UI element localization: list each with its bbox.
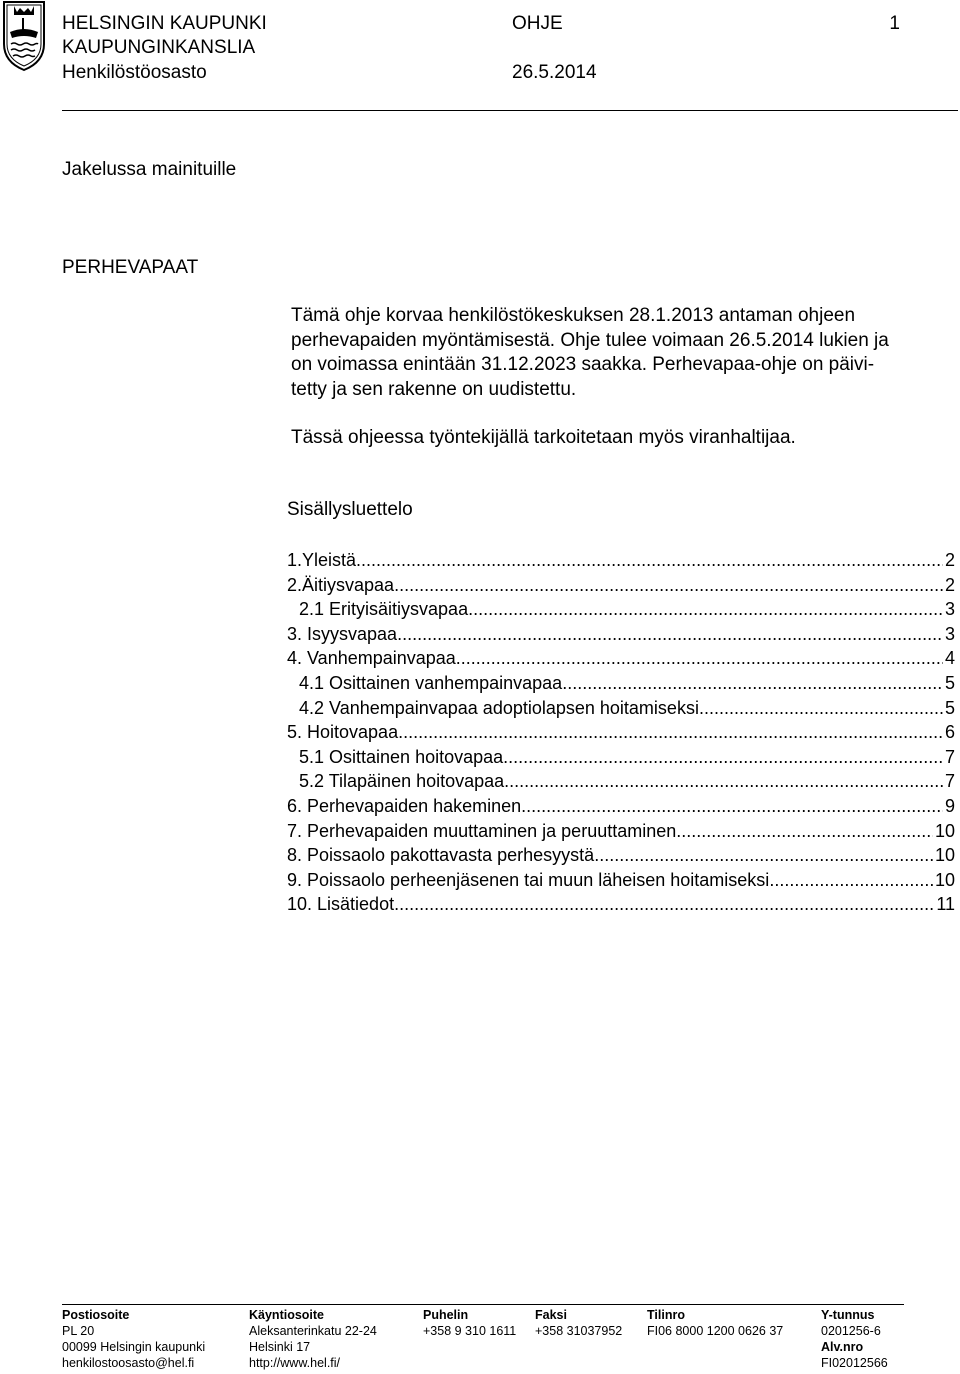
toc-item[interactable] bbox=[287, 769, 955, 794]
toc-item-label: 7. Perhevapaiden muuttaminen ja peruuttaminen bbox=[287, 820, 677, 841]
intro-line: tetty ja sen rakenne on uudistettu. bbox=[291, 378, 577, 400]
toc-item-page: 3 bbox=[944, 599, 955, 620]
footer-account bbox=[647, 1307, 783, 1339]
footer-heading: Faksi bbox=[535, 1308, 567, 1322]
toc-item[interactable] bbox=[287, 745, 955, 770]
toc-item[interactable] bbox=[287, 646, 955, 671]
toc-item[interactable] bbox=[287, 720, 955, 745]
footer-heading: Y-tunnus bbox=[821, 1308, 875, 1322]
page-number: 1 bbox=[889, 13, 900, 34]
footer-line: +358 9 310 1611 bbox=[423, 1324, 517, 1338]
toc-leader bbox=[356, 548, 943, 573]
footer-heading: Puhelin bbox=[423, 1308, 469, 1322]
footer-line: 00099 Helsingin kaupunki bbox=[62, 1340, 206, 1354]
footer-visit bbox=[249, 1307, 377, 1371]
footer-line: FI06 8000 1200 0626 37 bbox=[647, 1324, 784, 1338]
toc-item-page: 10 bbox=[934, 845, 955, 866]
toc-item-label: 5.1 Osittainen hoitovapaa bbox=[299, 746, 504, 767]
toc-leader bbox=[769, 868, 933, 893]
org-name-line1: HELSINGIN KAUPUNKI bbox=[62, 13, 267, 34]
toc-item-label: 5. Hoitovapaa bbox=[287, 722, 399, 743]
footer-heading: Käyntiosoite bbox=[249, 1308, 325, 1322]
toc-item[interactable] bbox=[287, 622, 955, 647]
footer-business-id bbox=[821, 1307, 888, 1371]
toc-item[interactable] bbox=[287, 696, 955, 721]
toc-item-label: 8. Poissaolo pakottavasta perhesyystä bbox=[287, 845, 595, 866]
toc-item-page: 11 bbox=[936, 894, 955, 915]
toc-item-label: 10. Lisätiedot bbox=[287, 894, 395, 915]
toc-item-page: 2 bbox=[944, 550, 955, 570]
toc-leader bbox=[504, 769, 943, 794]
toc-item-page: 2 bbox=[944, 574, 955, 595]
toc-item[interactable] bbox=[287, 819, 955, 844]
toc-leader bbox=[456, 646, 943, 671]
toc-leader bbox=[397, 622, 943, 647]
footer-email-link[interactable]: henkilostoosasto@hel.fi bbox=[62, 1356, 195, 1370]
toc-item[interactable] bbox=[287, 548, 955, 573]
toc-item-label: 2.1 Erityisäitiysvapaa bbox=[299, 599, 469, 620]
footer-web-link[interactable]: http://www.hel.fi/ bbox=[249, 1356, 341, 1370]
toc-item-page: 5 bbox=[944, 672, 955, 693]
org-department: Henkilöstöosasto bbox=[62, 62, 207, 83]
toc-item[interactable] bbox=[287, 671, 955, 696]
toc-item-page: 4 bbox=[944, 648, 955, 669]
footer-heading: Alv.nro bbox=[821, 1340, 864, 1354]
toc-item[interactable] bbox=[287, 843, 955, 868]
toc-leader bbox=[398, 720, 943, 745]
footer-heading: Postiosoite bbox=[62, 1308, 130, 1322]
footer-postal bbox=[62, 1307, 205, 1371]
toc-heading: Sisällysluettelo bbox=[287, 499, 413, 520]
toc-item[interactable] bbox=[287, 597, 955, 622]
toc-item-page: 3 bbox=[944, 623, 955, 644]
toc-item-label: 9. Poissaolo perheenjäsenen tai muun läheisen hoitamiseksi bbox=[287, 869, 770, 890]
toc-item-label: 5.2 Tilapäinen hoitovapaa bbox=[299, 771, 505, 792]
toc-item-page: 10 bbox=[934, 869, 955, 890]
recipient-line: Jakelussa mainituille bbox=[62, 159, 237, 180]
table-of-contents bbox=[287, 548, 955, 917]
toc-item-label: 4. Vanhempainvapaa bbox=[287, 648, 456, 669]
footer-line: PL 20 bbox=[62, 1324, 95, 1338]
helsinki-coat-of-arms-logo bbox=[0, 0, 48, 72]
intro-line: Tämä ohje korvaa henkilöstökeskuksen 28.1.2013 antaman ohjeen bbox=[291, 305, 856, 326]
toc-item-page: 10 bbox=[934, 820, 955, 841]
toc-item-page: 6 bbox=[944, 722, 955, 743]
toc-item[interactable] bbox=[287, 868, 955, 893]
header-divider bbox=[62, 110, 958, 111]
toc-leader bbox=[699, 696, 943, 721]
toc-item-label: 4.1 Osittainen vanhempainvapaa bbox=[299, 672, 563, 693]
toc-item[interactable] bbox=[287, 794, 955, 819]
footer-line: FI02012566 bbox=[821, 1356, 888, 1370]
intro-line: on voimassa enintään 31.12.2023 saakka. Perhevapaa-ohje on päivi- bbox=[291, 354, 875, 375]
toc-leader bbox=[676, 819, 933, 844]
intro-line: perhevapaiden myöntämisestä. Ohje tulee voimaan 26.5.2014 lukien ja bbox=[291, 329, 889, 351]
toc-leader bbox=[468, 597, 943, 622]
toc-item-label: 3. Isyysvapaa bbox=[287, 623, 398, 644]
toc-leader bbox=[503, 745, 943, 770]
toc-leader bbox=[394, 573, 943, 598]
toc-item[interactable] bbox=[287, 573, 955, 598]
intro-paragraph bbox=[291, 304, 931, 402]
toc-leader bbox=[562, 671, 943, 696]
footer-line: Aleksanterinkatu 22-24 bbox=[249, 1324, 377, 1338]
footer-line: +358 31037952 bbox=[535, 1324, 623, 1338]
doc-type: OHJE bbox=[512, 13, 563, 34]
doc-date: 26.5.2014 bbox=[512, 62, 597, 83]
toc-item-label: 2.Äitiysvapaa bbox=[287, 574, 395, 595]
document-title: PERHEVAPAAT bbox=[62, 257, 199, 278]
toc-item-page: 5 bbox=[944, 697, 955, 718]
definition-note: Tässä ohjeessa työntekijällä tarkoitetaan myös viranhaltijaa. bbox=[291, 427, 796, 448]
footer-line: 0201256-6 bbox=[821, 1324, 881, 1338]
footer-heading: Tilinro bbox=[647, 1308, 685, 1322]
toc-item-page: 7 bbox=[944, 746, 955, 767]
toc-item-label: 6. Perhevapaiden hakeminen bbox=[287, 795, 522, 816]
toc-item-page: 7 bbox=[944, 771, 955, 792]
toc-leader bbox=[594, 843, 933, 868]
toc-leader bbox=[521, 794, 943, 819]
toc-item-label: 4.2 Vanhempainvapaa adoptiolapsen hoitamiseksi bbox=[299, 697, 699, 718]
toc-item[interactable] bbox=[287, 892, 955, 917]
footer-phone bbox=[423, 1307, 516, 1339]
footer-line: Helsinki 17 bbox=[249, 1340, 311, 1354]
footer-fax bbox=[535, 1307, 622, 1339]
toc-item-label: 1.Yleistä bbox=[287, 550, 357, 570]
toc-item-page: 9 bbox=[944, 795, 955, 816]
footer-divider bbox=[62, 1304, 904, 1305]
org-name-line2: KAUPUNGINKANSLIA bbox=[62, 37, 256, 58]
toc-leader bbox=[394, 892, 934, 917]
